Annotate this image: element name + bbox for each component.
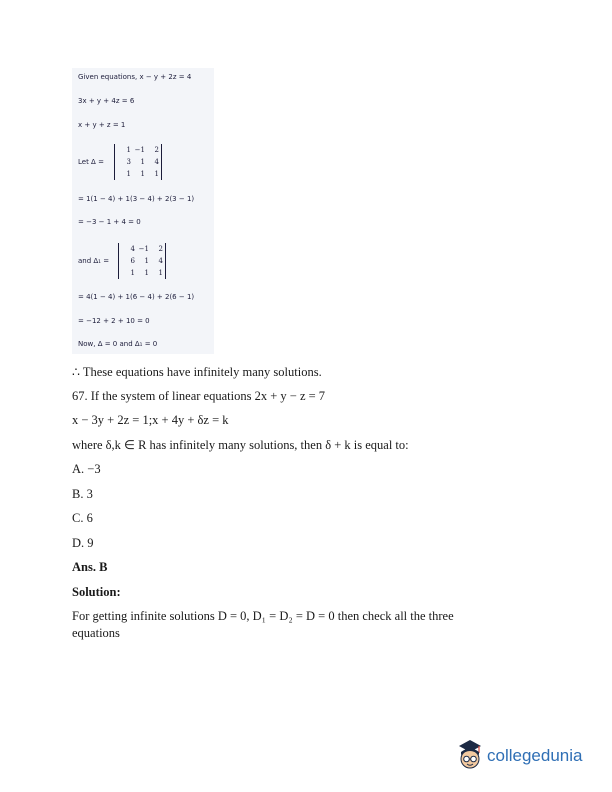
delta-determinant bbox=[114, 144, 162, 180]
delta1-determinant bbox=[118, 243, 166, 279]
math-solution-image bbox=[72, 68, 214, 354]
matrix-cell: −1 bbox=[134, 146, 145, 154]
question-line-2: x − 3y + 2z = 1;x + 4y + δz = k bbox=[72, 413, 229, 427]
matrix-cell: 3 bbox=[126, 158, 131, 166]
option-c: C. 6 bbox=[72, 511, 93, 525]
option-d: D. 9 bbox=[72, 536, 94, 550]
matrix-cell: 2 bbox=[158, 245, 163, 253]
matrix-row bbox=[117, 156, 159, 168]
delta-expansion: = 1(1 − 4) + 1(3 − 4) + 2(3 − 1) bbox=[78, 195, 195, 203]
and-delta1-label: and Δ₁ = bbox=[78, 257, 110, 265]
question-line-3: where δ,k ∈ R has infinitely many solutions, then δ + k is equal to: bbox=[72, 438, 409, 452]
now-statement: Now, Δ = 0 and Δ₁ = 0 bbox=[78, 340, 158, 348]
matrix-cell: 4 bbox=[154, 158, 159, 166]
matrix-row bbox=[121, 255, 163, 267]
matrix-cell: 4 bbox=[130, 245, 135, 253]
matrix-cell: 2 bbox=[154, 146, 159, 154]
matrix-cell: 1 bbox=[140, 170, 145, 178]
matrix-cell: 4 bbox=[158, 257, 163, 265]
matrix-cell: 1 bbox=[158, 269, 163, 277]
conclusion-text: ∴ These equations have infinitely many solutions. bbox=[72, 365, 322, 379]
matrix-cell: 1 bbox=[126, 146, 131, 154]
matrix-cell: 1 bbox=[126, 170, 131, 178]
logo-text: collegedunia bbox=[487, 746, 583, 765]
matrix-row bbox=[121, 267, 163, 279]
equation-3: x + y + z = 1 bbox=[78, 121, 126, 129]
solution-heading: Solution: bbox=[72, 585, 121, 599]
matrix-row bbox=[117, 144, 159, 156]
collegedunia-logo bbox=[455, 738, 582, 772]
matrix-cell: 1 bbox=[154, 170, 159, 178]
answer-label: Ans. B bbox=[72, 560, 108, 574]
delta1-result: = −12 + 2 + 10 = 0 bbox=[78, 317, 150, 325]
question-67: 67. If the system of linear equations 2x + y − z = 7 bbox=[72, 389, 326, 403]
equation-2: 3x + y + 4z = 6 bbox=[78, 97, 135, 105]
matrix-cell: −1 bbox=[138, 245, 149, 253]
solution-line-1: For getting infinite solutions D = 0, D₁ = D₂ = D = 0 then check all the three bbox=[72, 609, 454, 623]
option-a: A. −3 bbox=[72, 462, 101, 476]
matrix-row bbox=[121, 243, 163, 255]
mascot-icon bbox=[455, 738, 485, 772]
option-b: B. 3 bbox=[72, 487, 93, 501]
matrix-cell: 1 bbox=[144, 269, 149, 277]
solution-line-2: equations bbox=[72, 626, 120, 640]
matrix-cell: 6 bbox=[130, 257, 135, 265]
matrix-row bbox=[117, 168, 159, 180]
matrix-cell: 1 bbox=[140, 158, 145, 166]
delta-result: = −3 − 1 + 4 = 0 bbox=[78, 218, 141, 226]
given-equation: Given equations, x − y + 2z = 4 bbox=[78, 73, 192, 81]
matrix-cell: 1 bbox=[130, 269, 135, 277]
let-delta-label: Let Δ = bbox=[78, 158, 104, 166]
matrix-cell: 1 bbox=[144, 257, 149, 265]
delta1-expansion: = 4(1 − 4) + 1(6 − 4) + 2(6 − 1) bbox=[78, 293, 195, 301]
